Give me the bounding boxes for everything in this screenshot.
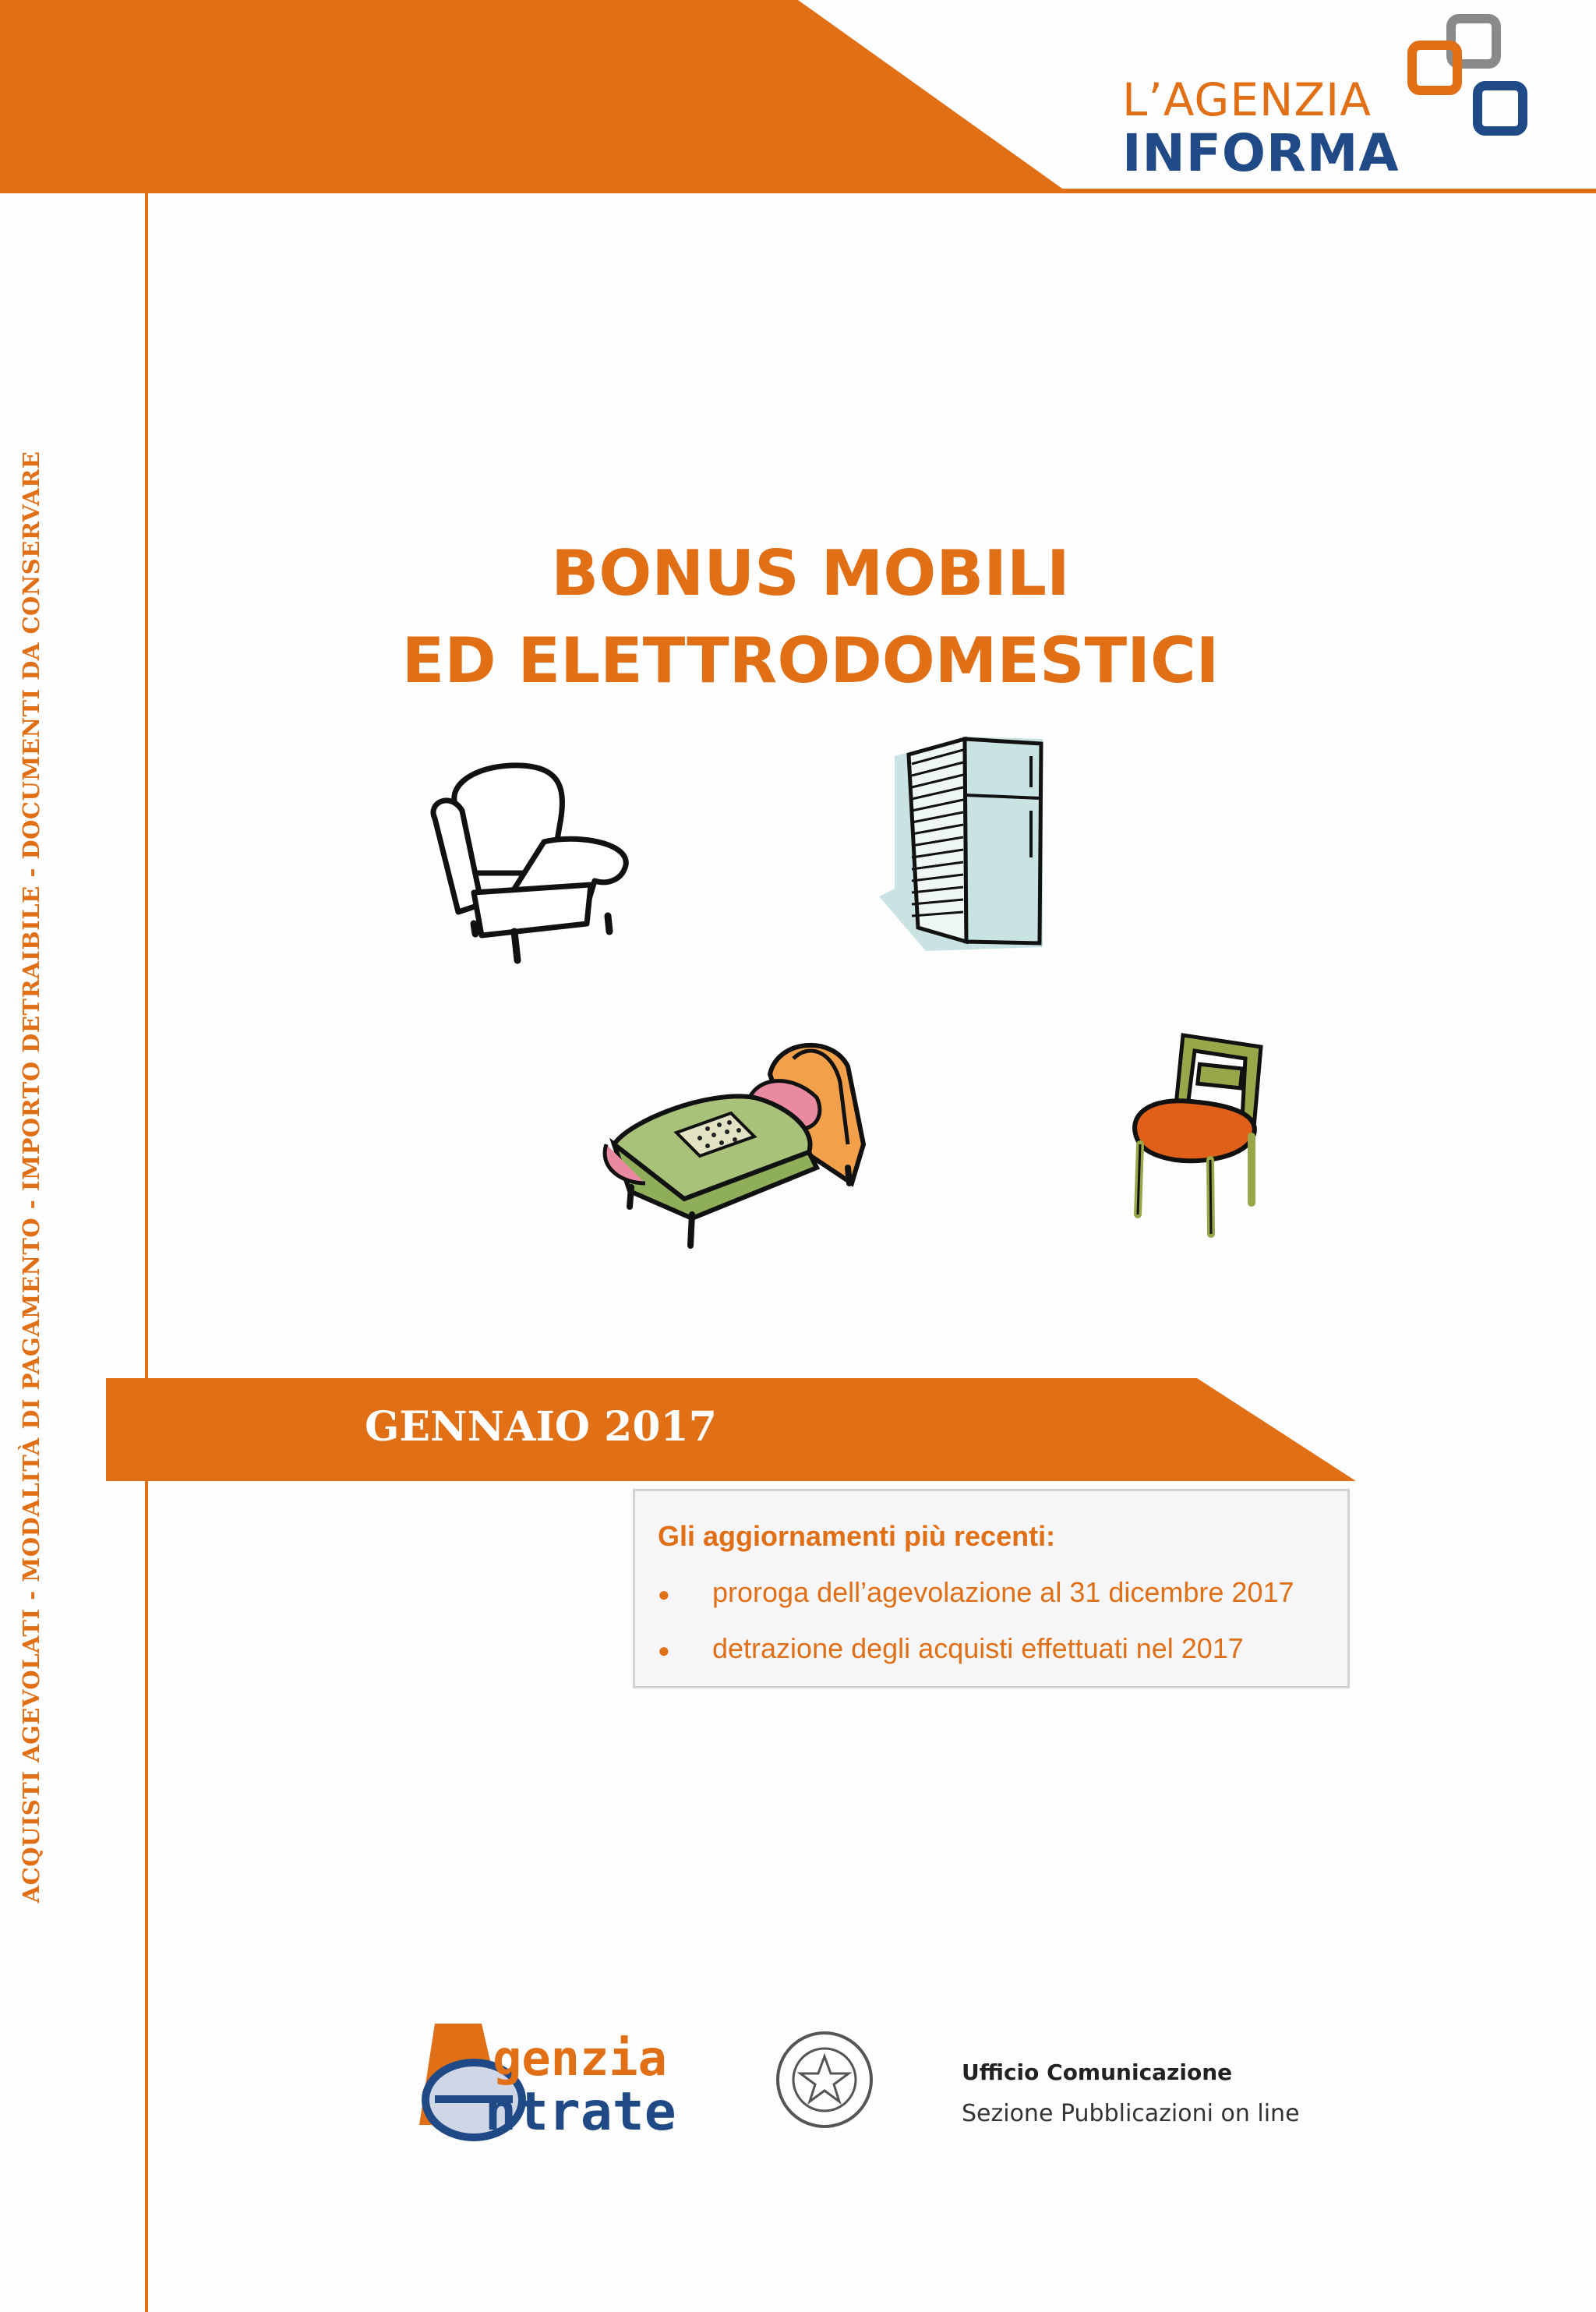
bullet-icon: ●	[658, 1582, 670, 1606]
page-title	[327, 530, 1294, 705]
chair-icon	[1128, 1027, 1284, 1246]
office-section: Sezione Pubblicazioni on line	[962, 2100, 1300, 2127]
bullet-icon: ●	[658, 1638, 670, 1662]
list-item	[658, 1576, 1294, 1609]
publication-date: GENNAIO 2017	[365, 1403, 717, 1451]
office-name: Ufficio Comunicazione	[962, 2059, 1233, 2085]
title-line-2: ED ELETTRODOMESTICI	[401, 624, 1220, 697]
logo-text-ntrate: ntrate	[485, 2081, 676, 2143]
sidebar-vertical-text	[4, 359, 58, 1996]
logo-text-genzia: genzia	[493, 2030, 667, 2087]
logo-line-informa: INFORMA	[1122, 123, 1400, 183]
date-band	[106, 1378, 1356, 1481]
vertical-divider	[145, 193, 148, 2312]
title-line-1: BONUS MOBILI	[551, 537, 1070, 610]
logo-line-agenzia: L’AGENZIA	[1122, 73, 1372, 126]
updates-heading: Gli aggiornamenti più recenti:	[658, 1520, 1056, 1552]
bed-icon	[598, 1027, 871, 1253]
refrigerator-icon	[871, 733, 1058, 959]
update-text: detrazione degli acquisti effettuati nel 2017	[712, 1632, 1244, 1664]
sidebar-topics: ACQUISTI AGEVOLATI - MODALITÀ DI PAGAMENTO - IMPORTO DETRAIBILE - DOCUMENTI DA CONSERVARE	[18, 451, 44, 1904]
list-item	[658, 1632, 1244, 1665]
armchair-icon	[427, 756, 637, 967]
update-text: proroga dell’agevolazione al 31 dicembre 2017	[712, 1576, 1294, 1608]
